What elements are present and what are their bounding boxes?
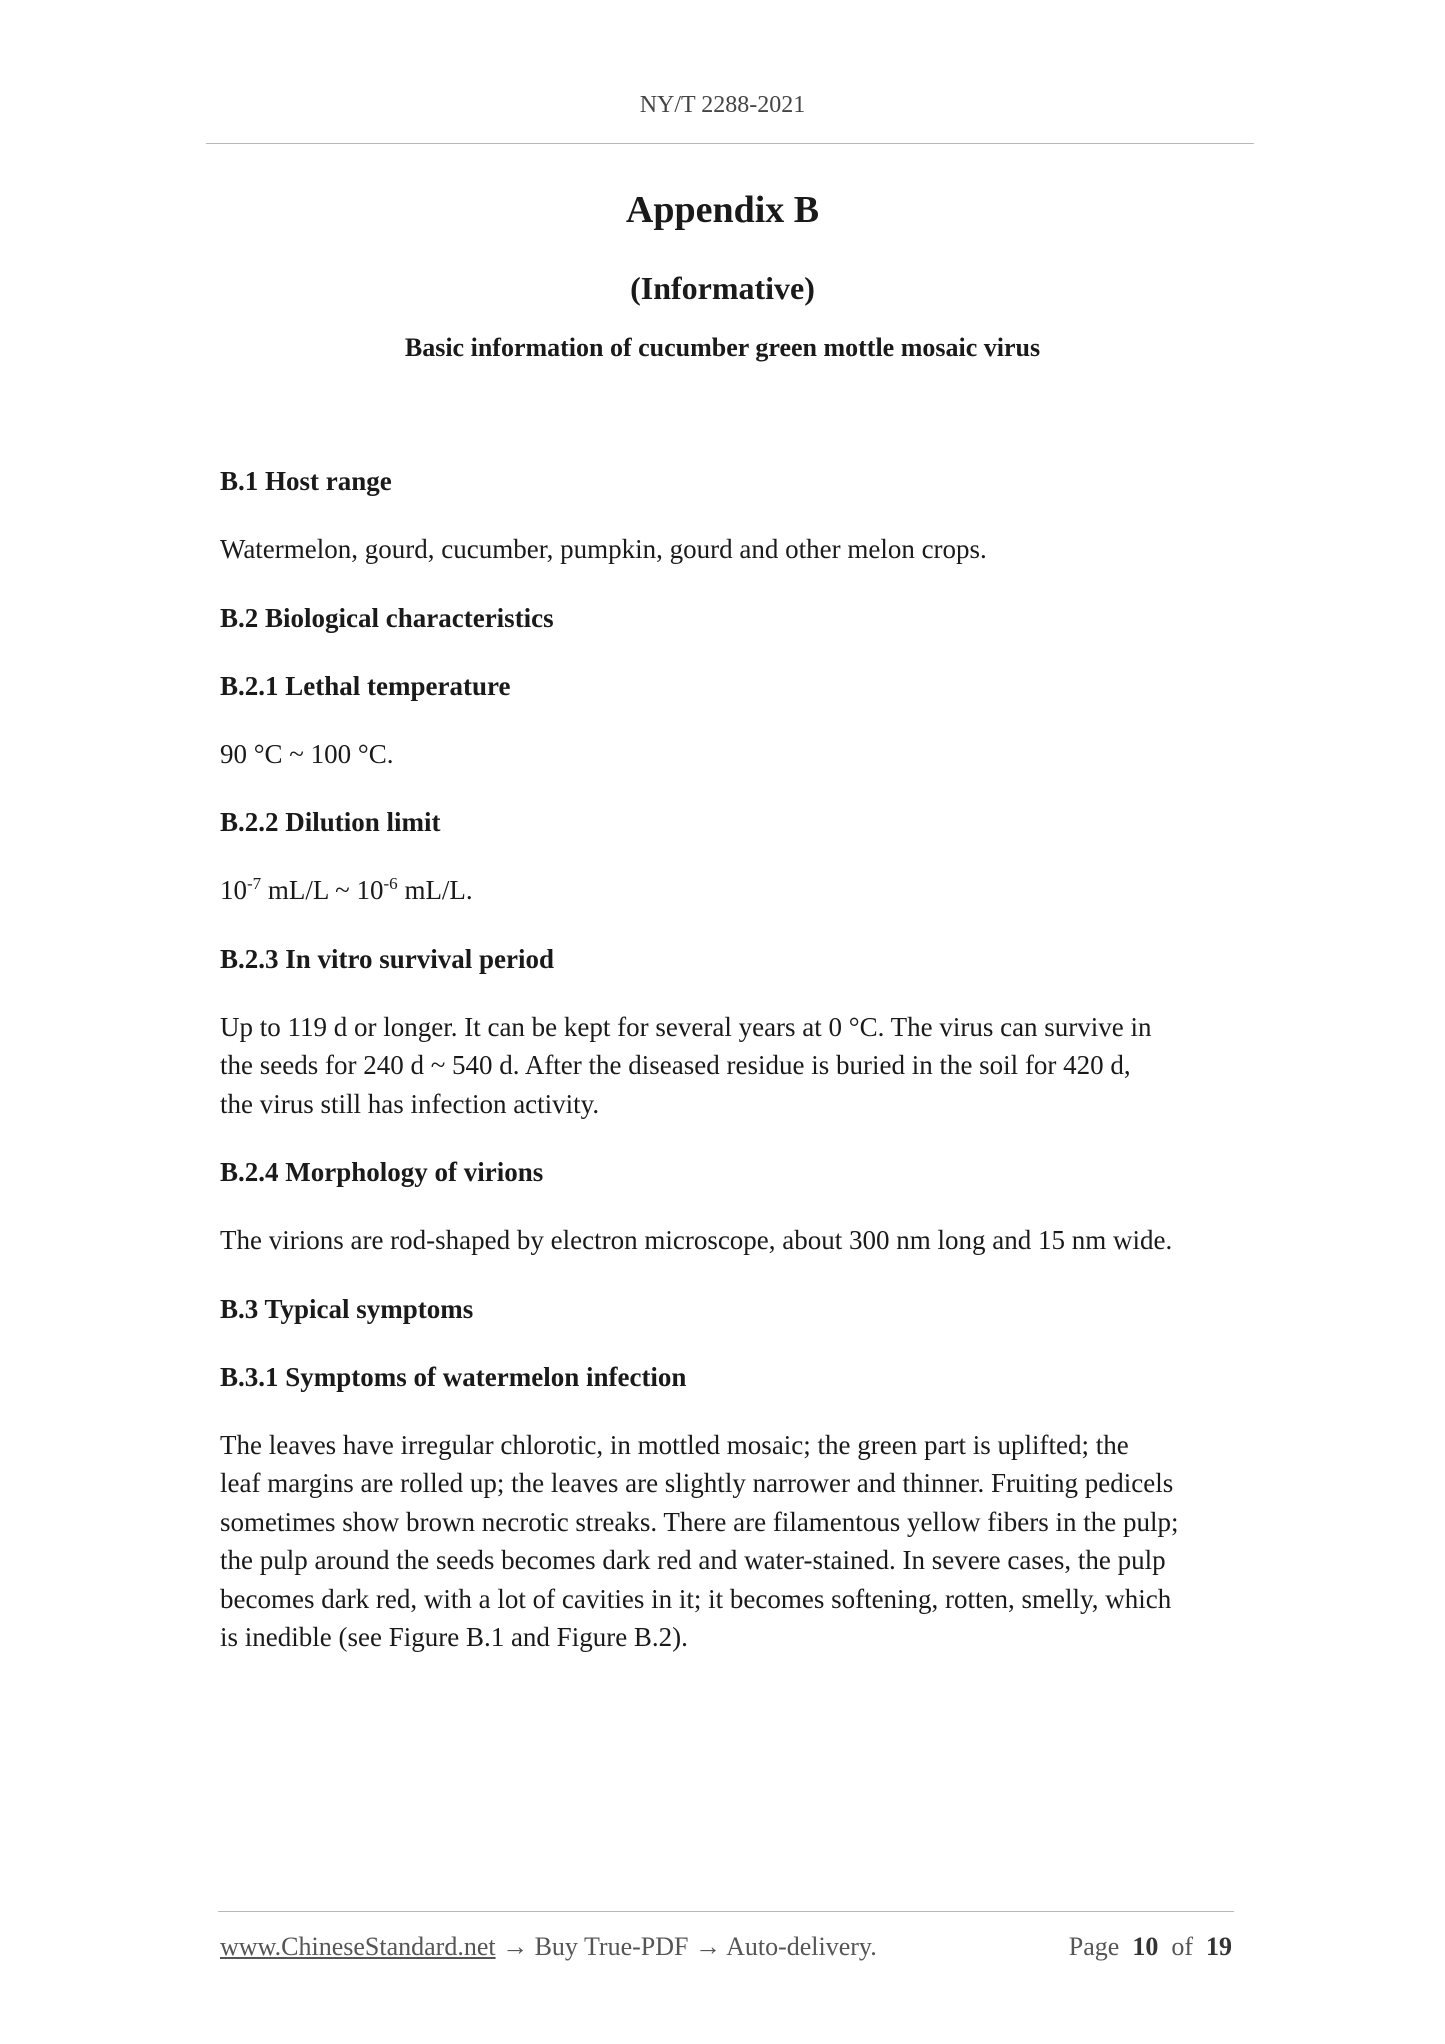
dilution-exponent-1: -7 (247, 874, 262, 893)
text-line: sometimes show brown necrotic streaks. There are filamentous yellow fibers in the pulp; (220, 1506, 1179, 1537)
text-b23 (220, 1008, 1240, 1124)
text-b21: 90 °C ~ 100 °C. (220, 738, 394, 769)
heading-b24: B.2.4 Morphology of virions (220, 1157, 544, 1187)
heading-b2: B.2 Biological characteristics (220, 602, 554, 633)
text-line: the pulp around the seeds becomes dark red and water-stained. In severe cases, the pulp (220, 1545, 1166, 1575)
buy-pdf-text: Buy True-PDF (534, 1932, 689, 1961)
dilution-unit-end: mL/L. (397, 875, 473, 905)
dilution-base-2: 10 (356, 875, 384, 905)
page-label: Page (1068, 1932, 1120, 1961)
total-pages: 19 (1206, 1932, 1232, 1961)
auto-delivery-text: Auto-delivery. (726, 1932, 877, 1961)
heading-b1: B.1 Host range (220, 466, 392, 496)
header-divider (206, 143, 1254, 144)
heading-b23: B.2.3 In vitro survival period (220, 943, 555, 974)
appendix-subtitle: (Informative) (630, 270, 815, 306)
text-line: is inedible (see Figure B.1 and Figure B.2). (220, 1622, 688, 1652)
text-line: the virus still has infection activity. (220, 1088, 600, 1119)
text-b24: The virions are rod-shaped by electron microscope, about 300 nm long and 15 nm wide. (220, 1225, 1173, 1255)
heading-b3: B.3 Typical symptoms (220, 1293, 474, 1324)
dilution-base-1: 10 (220, 875, 247, 905)
website-link[interactable]: www.ChineseStandard.net (220, 1932, 496, 1961)
text-b31 (220, 1426, 1240, 1657)
text-b22 (220, 871, 1240, 910)
text-b1: Watermelon, gourd, cucumber, pumpkin, gourd and other melon crops. (220, 534, 987, 564)
heading-b31: B.3.1 Symptoms of watermelon infection (220, 1361, 687, 1392)
footer-promo (220, 1932, 877, 1962)
dilution-middle: mL/L ~ (261, 875, 357, 905)
dilution-exponent-2: -6 (383, 874, 398, 893)
appendix-title: Appendix B (625, 189, 820, 231)
text-line: The leaves have irregular chlorotic, in mottled mosaic; the green part is uplifted; the (220, 1429, 1129, 1460)
text-line: Up to 119 d or longer. It can be kept for several years at 0 °C. The virus can survive in (220, 1011, 1152, 1042)
of-label: of (1171, 1932, 1193, 1961)
footer-divider (218, 1911, 1234, 1912)
arrow-right-icon: → (688, 1932, 727, 1961)
text-line: becomes dark red, with a lot of cavities in it; it becomes softening, rotten, smelly, which (220, 1583, 1172, 1614)
document-id-header: NY/T 2288-2021 (639, 92, 806, 118)
heading-b21: B.2.1 Lethal temperature (220, 670, 511, 701)
appendix-subject: Basic information of cucumber green mottle mosaic virus (404, 333, 1041, 362)
current-page: 10 (1132, 1932, 1159, 1961)
arrow-right-icon: → (495, 1932, 535, 1961)
text-line: the seeds for 240 d ~ 540 d. After the diseased residue is buried in the soil for 420 d, (220, 1050, 1131, 1080)
heading-b22: B.2.2 Dilution limit (220, 807, 441, 837)
text-line: leaf margins are rolled up; the leaves are slightly narrower and thinner. Fruiting pedicels (220, 1468, 1174, 1498)
page-number (1069, 1932, 1232, 1962)
document-body (220, 462, 1240, 1687)
